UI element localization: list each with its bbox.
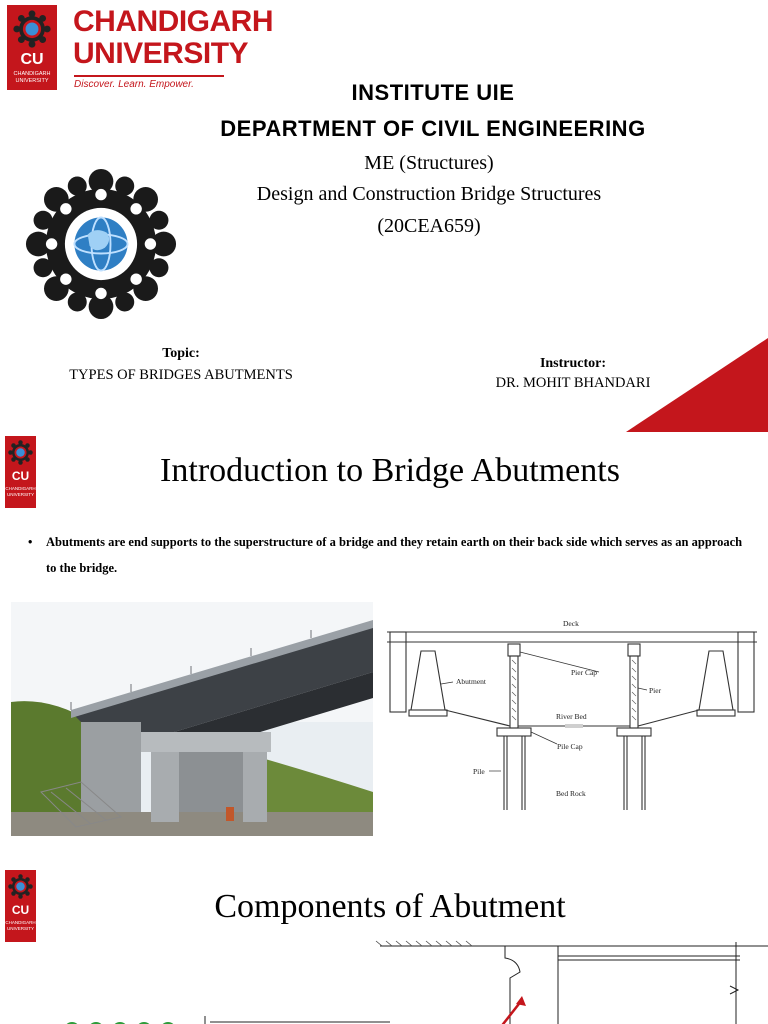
logo-initials: CU: [20, 51, 44, 68]
label-river-bed: River Bed: [556, 712, 587, 721]
label-abutment: Abutment: [456, 677, 486, 686]
instructor-label: Instructor:: [539, 356, 607, 371]
bullet-text: Abutments are end supports to the superstructure of a bridge and they retain earth on their back side which serves as an approach to the bridge.: [46, 535, 743, 575]
topic-label: Topic:: [162, 346, 200, 361]
department-heading: DEPARTMENT OF CIVIL ENGINEERING: [220, 116, 646, 141]
label-pile-cap: Pile Cap: [557, 742, 583, 751]
logo-initials: CU: [11, 903, 30, 917]
bullet-icon: •: [28, 535, 33, 549]
label-bed-rock: Bed Rock: [556, 789, 586, 798]
intro-slide: [0, 432, 768, 852]
components-slide: [0, 852, 768, 1024]
globe-gear-icon: [25, 168, 177, 320]
logo-initials: CU: [11, 469, 30, 483]
gear-icon: [13, 10, 51, 48]
label-deck: Deck: [563, 619, 579, 628]
logo-caption: CHANDIGARH UNIVERSITY: [13, 71, 51, 84]
program-name: ME (Structures): [364, 152, 494, 174]
brand-name-line1: CHANDIGARH: [73, 5, 273, 38]
brand-name-line2: UNIVERSITY: [73, 37, 249, 70]
corner-decoration: [626, 338, 768, 432]
label-pier-cap: Pier Cap: [571, 668, 598, 677]
slide-title: Components of Abutment: [214, 888, 566, 925]
title-slide: [0, 0, 768, 432]
topic-value: TYPES OF BRIDGES ABUTMENTS: [69, 367, 293, 383]
slide-title: Introduction to Bridge Abutments: [160, 452, 620, 489]
abutment-drawing: [0, 938, 768, 1024]
logo-caption: CHANDIGARH UNIVERSITY: [5, 920, 36, 931]
brand-underline: [74, 75, 224, 77]
course-code: (20CEA659): [377, 215, 481, 237]
bridge-diagram: [387, 614, 757, 824]
cu-logo: [7, 5, 57, 90]
label-pier: Pier: [649, 686, 662, 695]
label-pile: Pile: [473, 767, 485, 776]
brand-tagline: Discover. Learn. Empower.: [74, 79, 194, 90]
instructor-name: DR. MOHIT BHANDARI: [495, 375, 651, 391]
bullet-point: [28, 529, 744, 581]
institute-heading: INSTITUTE UIE: [351, 80, 515, 105]
course-name: Design and Construction Bridge Structures: [256, 183, 602, 205]
bridge-photo: [11, 602, 373, 836]
logo-caption: CHANDIGARH UNIVERSITY: [5, 486, 36, 497]
brand-name: [73, 6, 273, 70]
